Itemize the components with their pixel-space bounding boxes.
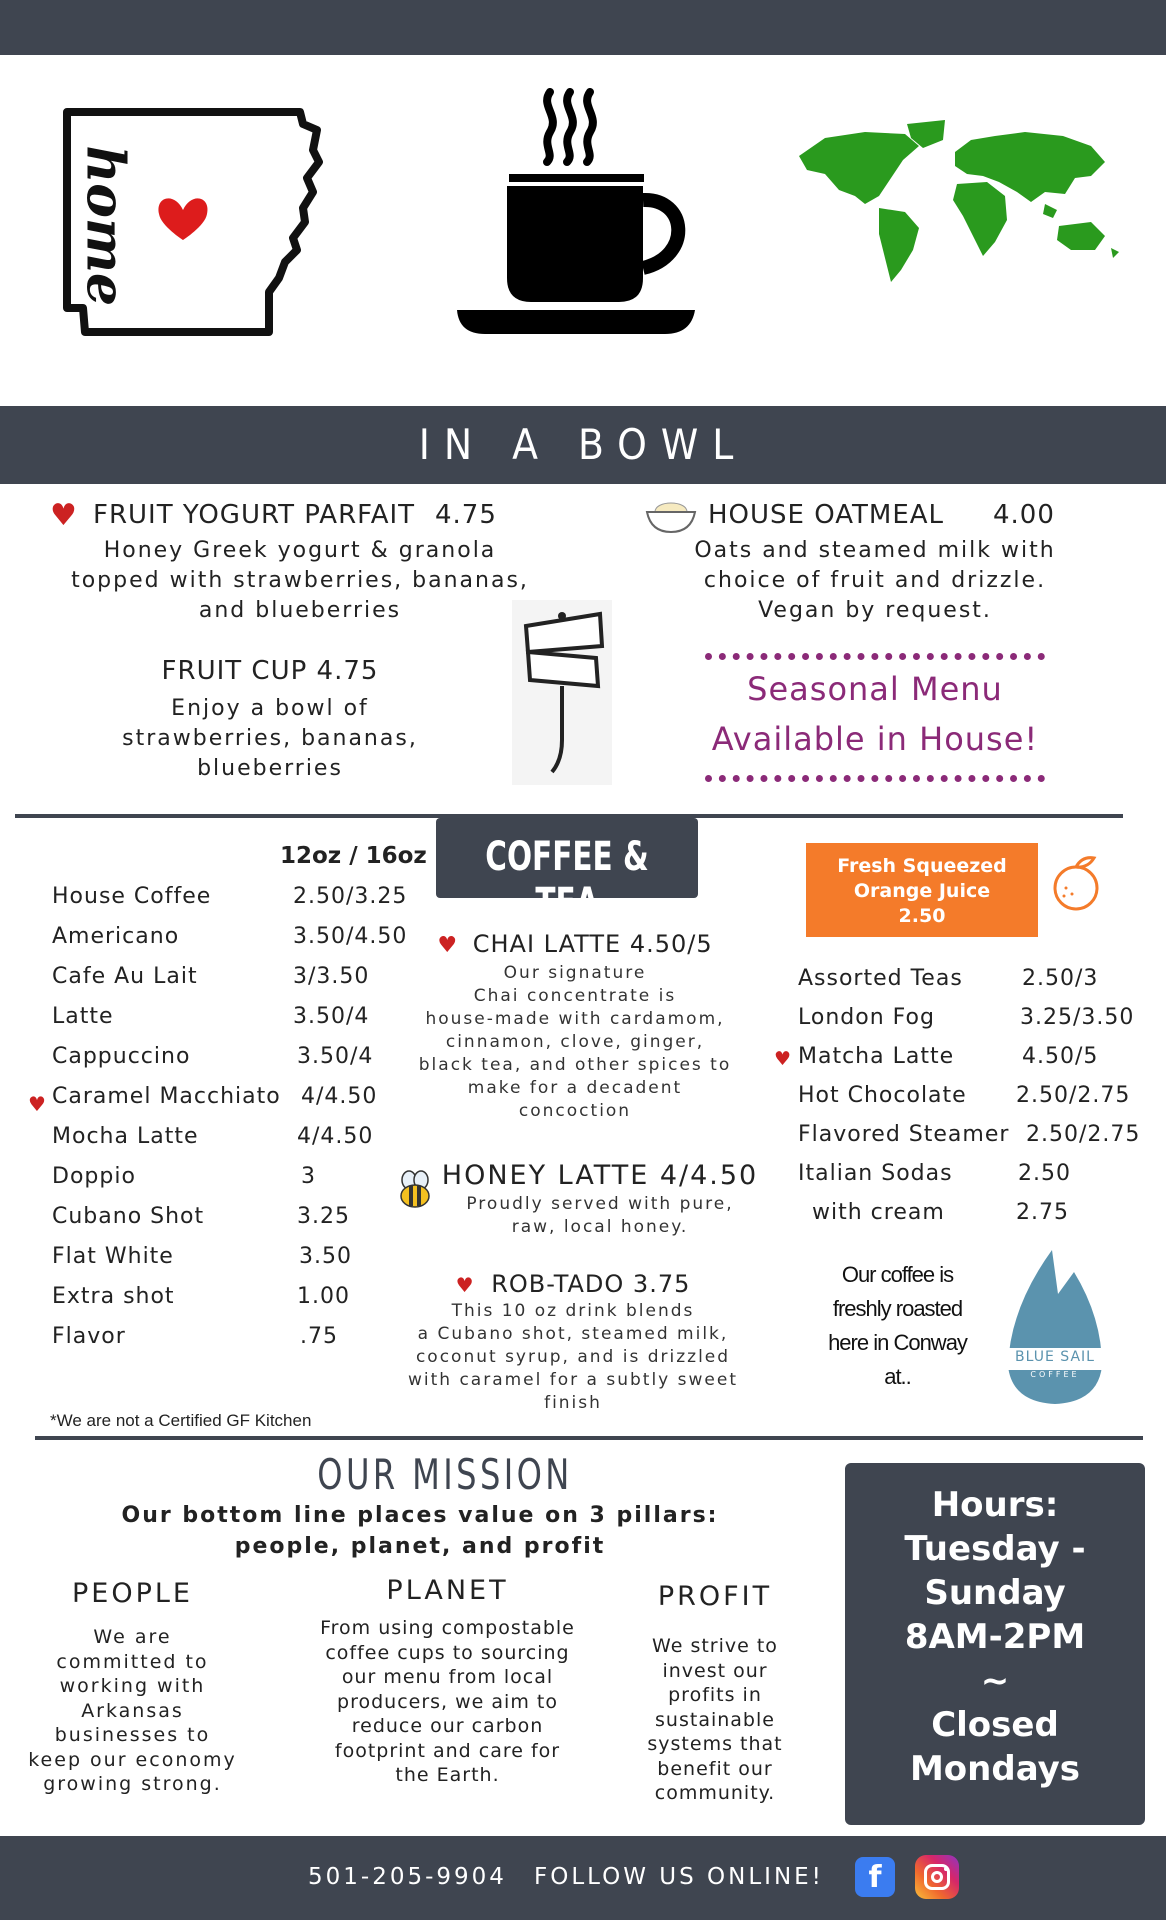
planet-line: the Earth. bbox=[395, 1764, 500, 1786]
mission-line: people, planet, and profit bbox=[234, 1534, 606, 1559]
menu-price: 3.50/4.50 bbox=[293, 924, 408, 949]
logo-subtext: COFFEE bbox=[1030, 1370, 1080, 1379]
people-line: businesses to bbox=[54, 1724, 211, 1746]
people-line: Arkansas bbox=[81, 1699, 184, 1722]
menu-price: 3/3.50 bbox=[293, 964, 370, 989]
menu-item: Doppio bbox=[52, 1164, 136, 1189]
bowl-banner-title: IN A BOWL bbox=[418, 420, 748, 469]
menu-price: 2.50/2.75 bbox=[1026, 1122, 1141, 1147]
people-line: growing strong. bbox=[43, 1773, 222, 1795]
top-bar bbox=[0, 0, 1166, 55]
profit-line: community. bbox=[654, 1782, 776, 1804]
oj-line: Orange Juice bbox=[853, 880, 991, 902]
hours-box bbox=[845, 1463, 1145, 1825]
menu-price: 2.50 bbox=[1018, 1161, 1071, 1186]
chai-desc-line: Chai concentrate is bbox=[473, 986, 677, 1006]
oj-line: Fresh Squeezed bbox=[837, 855, 1007, 877]
menu-item: Cappuccino bbox=[52, 1044, 191, 1069]
menu-price: 3.50/4 bbox=[293, 1004, 370, 1029]
parfait-section bbox=[40, 496, 560, 626]
planet-line: From using compostable bbox=[320, 1617, 575, 1639]
tea-menu bbox=[760, 964, 1160, 1244]
chai-desc-line: black tea, and other spices to bbox=[418, 1055, 732, 1075]
robtado-desc-line: This 10 oz drink blends bbox=[451, 1301, 695, 1321]
follow-text: FOLLOW US ONLINE! bbox=[534, 1864, 824, 1890]
parfait-price: 4.75 bbox=[435, 500, 497, 530]
bee-icon bbox=[397, 1170, 433, 1210]
menu-item: Flavored Steamer bbox=[798, 1122, 1010, 1147]
profit-line: sustainable bbox=[655, 1708, 775, 1731]
gf-note: *We are not a Certified GF Kitchen bbox=[50, 1411, 312, 1430]
chai-section bbox=[395, 930, 755, 1123]
menu-item: Assorted Teas bbox=[798, 966, 963, 991]
hours-line: Closed bbox=[931, 1705, 1059, 1745]
planet-line: producers, we aim to bbox=[337, 1690, 558, 1713]
seasonal-line: Seasonal Menu bbox=[747, 670, 1003, 708]
planet-line: reduce our carbon bbox=[351, 1715, 544, 1737]
world-map-icon bbox=[795, 118, 1125, 288]
menu-price: 2.75 bbox=[1016, 1200, 1069, 1225]
oatmeal-section bbox=[640, 494, 1110, 626]
planet-line: coffee cups to sourcing bbox=[325, 1641, 570, 1664]
menu-item: Flavor bbox=[52, 1324, 126, 1349]
menu-price: 3.50 bbox=[299, 1244, 352, 1269]
robtado-desc-line: finish bbox=[544, 1393, 602, 1413]
menu-price: 3.50/4 bbox=[297, 1044, 374, 1069]
profit-line: invest our bbox=[662, 1659, 768, 1682]
oatmeal-desc-line: choice of fruit and drizzle. bbox=[703, 568, 1047, 593]
hours-line: Tuesday - bbox=[904, 1529, 1086, 1569]
people-line: keep our economy bbox=[28, 1748, 237, 1771]
menu-price: 4.50/5 bbox=[1022, 1044, 1099, 1069]
signpost-icon bbox=[512, 600, 612, 785]
profit-title: PROFIT bbox=[657, 1581, 773, 1612]
fruit-cup-desc-line: blueberries bbox=[197, 756, 343, 781]
roast-line: here in Conway bbox=[828, 1330, 967, 1355]
instagram-icon[interactable] bbox=[915, 1855, 959, 1899]
blue-sail-logo bbox=[1000, 1248, 1110, 1408]
coffee-banner-title: COFFEE & TEA bbox=[485, 834, 649, 926]
coffee-banner bbox=[436, 818, 698, 926]
mission-intro bbox=[90, 1500, 750, 1562]
roast-line: at.. bbox=[884, 1364, 911, 1389]
menu-item: Extra shot bbox=[52, 1284, 175, 1309]
people-line: committed to bbox=[56, 1650, 209, 1673]
menu-item: House Coffee bbox=[52, 884, 212, 909]
logo-text: BLUE SAIL bbox=[1015, 1349, 1095, 1365]
oatmeal-title: HOUSE OATMEAL bbox=[708, 500, 945, 530]
honey-desc-line: Proudly served with pure, bbox=[466, 1194, 734, 1214]
hours-line: Sunday bbox=[924, 1573, 1066, 1613]
menu-item: Cubano Shot bbox=[52, 1204, 205, 1229]
menu-item: Mocha Latte bbox=[52, 1124, 199, 1149]
chai-desc-line: make for a decadent bbox=[467, 1078, 683, 1098]
menu-item: Caramel Macchiato bbox=[52, 1084, 281, 1109]
hours-line: 8AM-2PM bbox=[904, 1617, 1086, 1657]
menu-item: Italian Sodas bbox=[798, 1161, 953, 1186]
coffee-cup-icon bbox=[455, 88, 695, 338]
profit-column bbox=[615, 1581, 815, 1806]
facebook-icon[interactable] bbox=[855, 1857, 895, 1897]
fruit-cup-section bbox=[80, 656, 460, 784]
menu-item: Latte bbox=[52, 1004, 114, 1029]
menu-item: with cream bbox=[812, 1200, 945, 1225]
size-header: 12oz / 16oz bbox=[280, 843, 427, 869]
orange-juice-box bbox=[806, 843, 1038, 937]
menu-price: .75 bbox=[300, 1324, 338, 1349]
fruit-cup-desc-line: strawberries, bananas, bbox=[122, 726, 418, 751]
planet-line: footprint and care for bbox=[334, 1739, 561, 1762]
chai-desc-line: concoction bbox=[518, 1101, 632, 1121]
facebook-glyph: f bbox=[868, 1860, 882, 1895]
people-title: PEOPLE bbox=[72, 1578, 193, 1609]
parfait-desc-line: Honey Greek yogurt & granola bbox=[103, 538, 497, 563]
parfait-desc-line: and blueberries bbox=[198, 598, 402, 623]
chai-desc-line: cinnamon, clove, ginger, bbox=[445, 1032, 705, 1052]
phone-number[interactable]: 501-205-9904 bbox=[308, 1864, 507, 1890]
oj-price: 2.50 bbox=[898, 905, 946, 927]
divider bbox=[35, 1436, 1143, 1440]
seasonal-dots-top bbox=[705, 653, 1045, 660]
profit-line: systems that bbox=[647, 1733, 783, 1755]
menu-price: 4/4.50 bbox=[297, 1124, 374, 1149]
people-line: We are bbox=[93, 1626, 172, 1648]
planet-line: our menu from local bbox=[341, 1666, 554, 1688]
fruit-cup-title: FRUIT CUP 4.75 bbox=[161, 656, 379, 686]
menu-price: 2.50/3.25 bbox=[293, 884, 408, 909]
robtado-desc-line: coconut syrup, and is drizzled bbox=[415, 1347, 731, 1367]
heart-icon: ♥ bbox=[28, 1092, 46, 1116]
heart-icon: ♥ bbox=[455, 1273, 475, 1297]
mission-line: Our bottom line places value on 3 pillars: bbox=[121, 1503, 719, 1528]
roast-note bbox=[800, 1258, 995, 1394]
hours-line: Hours: bbox=[931, 1485, 1059, 1525]
seasonal-dots-bottom bbox=[705, 775, 1045, 782]
planet-column bbox=[290, 1575, 605, 1788]
robtado-desc-line: a Cubano shot, steamed milk, bbox=[417, 1324, 729, 1344]
parfait-desc-line: topped with strawberries, bananas, bbox=[71, 568, 529, 593]
oatmeal-desc-line: Vegan by request. bbox=[758, 598, 992, 623]
menu-item: Flat White bbox=[52, 1244, 174, 1269]
menu-price: 3.25/3.50 bbox=[1020, 1005, 1135, 1030]
orange-icon bbox=[1052, 852, 1104, 914]
honey-desc-line: raw, local honey. bbox=[511, 1217, 689, 1237]
roast-line: Our coffee is bbox=[841, 1262, 954, 1287]
heart-icon: ♥ bbox=[774, 1048, 792, 1070]
honey-title: HONEY LATTE 4/4.50 bbox=[441, 1160, 759, 1191]
menu-price: 3.25 bbox=[297, 1204, 350, 1229]
robtado-desc-line: with caramel for a subtly sweet bbox=[407, 1370, 738, 1390]
arkansas-map-icon bbox=[55, 100, 330, 340]
fruit-cup-desc-line: Enjoy a bowl of bbox=[171, 696, 369, 721]
profit-line: We strive to bbox=[652, 1635, 778, 1657]
profit-line: benefit our bbox=[657, 1757, 773, 1780]
menu-price: 2.50/2.75 bbox=[1016, 1083, 1131, 1108]
menu-item: Americano bbox=[52, 924, 180, 949]
menu-price: 2.50/3 bbox=[1022, 966, 1099, 991]
oatmeal-price: 4.00 bbox=[993, 500, 1055, 530]
oatmeal-desc-line: Oats and steamed milk with bbox=[694, 538, 1056, 563]
parfait-title: FRUIT YOGURT PARFAIT bbox=[93, 500, 416, 530]
bowl-banner bbox=[0, 406, 1166, 484]
menu-price: 1.00 bbox=[297, 1284, 350, 1309]
chai-desc-line: house-made with cardamom, bbox=[425, 1009, 725, 1029]
menu-price: 3 bbox=[301, 1164, 316, 1189]
robtado-title: ROB-TADO 3.75 bbox=[491, 1270, 691, 1298]
seasonal-line: Available in House! bbox=[711, 720, 1039, 758]
people-column bbox=[10, 1578, 255, 1797]
coffee-menu bbox=[0, 880, 420, 1360]
roast-line: freshly roasted bbox=[832, 1296, 963, 1321]
honey-section bbox=[430, 1160, 770, 1239]
menu-item: Matcha Latte bbox=[798, 1044, 955, 1069]
menu-item: London Fog bbox=[798, 1005, 935, 1030]
heart-icon: ♥ bbox=[50, 498, 77, 533]
home-script-text: home bbox=[74, 145, 136, 307]
robtado-section bbox=[393, 1270, 753, 1415]
footer-bar bbox=[0, 1836, 1166, 1920]
menu-item: Hot Chocolate bbox=[798, 1083, 967, 1108]
hours-line: ~ bbox=[980, 1661, 1010, 1701]
menu-item: Cafe Au Lait bbox=[52, 964, 198, 989]
people-line: working with bbox=[59, 1675, 206, 1697]
planet-title: PLANET bbox=[386, 1575, 509, 1606]
heart-icon: ♥ bbox=[437, 933, 459, 958]
profit-line: profits in bbox=[668, 1684, 762, 1706]
chai-desc-line: Our signature bbox=[503, 963, 647, 983]
oatmeal-bowl-icon bbox=[645, 494, 697, 540]
hours-line: Mondays bbox=[909, 1749, 1081, 1789]
menu-price: 4/4.50 bbox=[301, 1084, 378, 1109]
chai-title: CHAI LATTE 4.50/5 bbox=[472, 930, 713, 958]
mission-title: OUR MISSION bbox=[317, 1450, 573, 1499]
seasonal-notice bbox=[690, 664, 1060, 764]
